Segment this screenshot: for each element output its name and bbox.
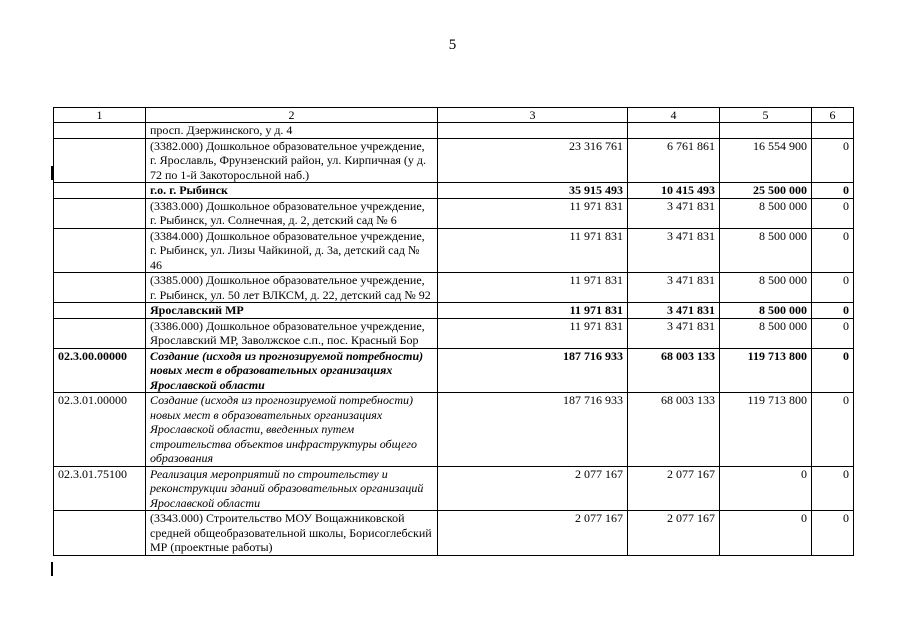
column-header: 3 xyxy=(438,108,628,123)
row-code: 02.3.01.75100 xyxy=(54,466,146,511)
table-row xyxy=(54,393,854,467)
row-col5 xyxy=(720,123,812,139)
row-col3: 11 971 831 xyxy=(438,303,628,319)
row-col5: 8 500 000 xyxy=(720,228,812,273)
row-code xyxy=(54,511,146,556)
row-col4: 3 471 831 xyxy=(628,303,720,319)
row-col4: 3 471 831 xyxy=(628,198,720,228)
row-col6: 0 xyxy=(812,348,854,393)
row-name: Создание (исходя из прогнозируемой потребности) новых мест в образовательных организациях Ярославской области, введенных путем строительства объектов инфраструктуры общего образования xyxy=(146,393,438,467)
row-code: 02.3.01.00000 xyxy=(54,393,146,467)
table-row xyxy=(54,228,854,273)
row-code xyxy=(54,138,146,183)
column-header: 6 xyxy=(812,108,854,123)
row-name: (3383.000) Дошкольное образовательное учреждение, г. Рыбинск, ул. Солнечная, д. 2, детский сад № 6 xyxy=(146,198,438,228)
row-code xyxy=(54,318,146,348)
table-row xyxy=(54,273,854,303)
header-row xyxy=(54,108,854,123)
row-col3: 2 077 167 xyxy=(438,466,628,511)
margin-mark xyxy=(51,562,53,576)
row-col4: 2 077 167 xyxy=(628,466,720,511)
row-col5: 8 500 000 xyxy=(720,198,812,228)
row-code xyxy=(54,303,146,319)
row-col5: 25 500 000 xyxy=(720,183,812,199)
row-col4: 68 003 133 xyxy=(628,348,720,393)
row-col5: 119 713 800 xyxy=(720,393,812,467)
row-name: г.о. г. Рыбинск xyxy=(146,183,438,199)
row-name: просп. Дзержинского, у д. 4 xyxy=(146,123,438,139)
column-header: 1 xyxy=(54,108,146,123)
row-code xyxy=(54,273,146,303)
row-code xyxy=(54,228,146,273)
row-col5: 0 xyxy=(720,466,812,511)
row-col4: 10 415 493 xyxy=(628,183,720,199)
row-col3: 11 971 831 xyxy=(438,228,628,273)
row-col4: 6 761 861 xyxy=(628,138,720,183)
row-col3: 23 316 761 xyxy=(438,138,628,183)
column-header: 5 xyxy=(720,108,812,123)
row-col5: 119 713 800 xyxy=(720,348,812,393)
row-col6: 0 xyxy=(812,183,854,199)
budget-table xyxy=(53,107,854,556)
table-row xyxy=(54,348,854,393)
row-code xyxy=(54,183,146,199)
table-row xyxy=(54,138,854,183)
row-col4 xyxy=(628,123,720,139)
row-col6: 0 xyxy=(812,303,854,319)
row-col4: 3 471 831 xyxy=(628,318,720,348)
row-col3: 2 077 167 xyxy=(438,511,628,556)
row-col6: 0 xyxy=(812,198,854,228)
row-col5: 8 500 000 xyxy=(720,273,812,303)
row-col5: 8 500 000 xyxy=(720,303,812,319)
row-code xyxy=(54,198,146,228)
row-col4: 2 077 167 xyxy=(628,511,720,556)
page-number: 5 xyxy=(448,37,457,53)
column-header: 4 xyxy=(628,108,720,123)
row-code: 02.3.00.00000 xyxy=(54,348,146,393)
row-col5: 16 554 900 xyxy=(720,138,812,183)
row-name: Создание (исходя из прогнозируемой потребности) новых мест в образовательных организациях Ярославской области xyxy=(146,348,438,393)
row-name: Реализация мероприятий по строительству и реконструкции зданий образовательных организаций Ярославской области xyxy=(146,466,438,511)
row-col3: 11 971 831 xyxy=(438,318,628,348)
row-col6: 0 xyxy=(812,138,854,183)
row-col4: 68 003 133 xyxy=(628,393,720,467)
row-col3: 35 915 493 xyxy=(438,183,628,199)
row-col3: 187 716 933 xyxy=(438,393,628,467)
row-name: (3386.000) Дошкольное образовательное учреждение, Ярославский МР, Заволжское с.п., пос. Красный Бор xyxy=(146,318,438,348)
table-row xyxy=(54,466,854,511)
row-col6: 0 xyxy=(812,318,854,348)
table-row xyxy=(54,183,854,199)
row-col4: 3 471 831 xyxy=(628,273,720,303)
column-header: 2 xyxy=(146,108,438,123)
row-col6 xyxy=(812,123,854,139)
row-col5: 8 500 000 xyxy=(720,318,812,348)
row-name: (3382.000) Дошкольное образовательное учреждение, г. Ярославль, Фрунзенский район, ул. Кирпичная (у д. 72 по 1-й Закоторосльной наб.) xyxy=(146,138,438,183)
table-row xyxy=(54,198,854,228)
table-row xyxy=(54,123,854,139)
row-name: (3384.000) Дошкольное образовательное учреждение, г. Рыбинск, ул. Лизы Чайкиной, д. 3а, детский сад № 46 xyxy=(146,228,438,273)
row-col4: 3 471 831 xyxy=(628,228,720,273)
row-code xyxy=(54,123,146,139)
row-col6: 0 xyxy=(812,511,854,556)
row-col6: 0 xyxy=(812,466,854,511)
row-name: Ярославский МР xyxy=(146,303,438,319)
row-col5: 0 xyxy=(720,511,812,556)
table-row xyxy=(54,318,854,348)
row-name: (3343.000) Строительство МОУ Вощажниковской средней общеобразовательной школы, Борисоглебский МР (проектные работы) xyxy=(146,511,438,556)
table-row xyxy=(54,511,854,556)
row-col6: 0 xyxy=(812,393,854,467)
row-col3: 11 971 831 xyxy=(438,198,628,228)
row-col3: 187 716 933 xyxy=(438,348,628,393)
row-name: (3385.000) Дошкольное образовательное учреждение, г. Рыбинск, ул. 50 лет ВЛКСМ, д. 22, детский сад № 92 xyxy=(146,273,438,303)
table-row xyxy=(54,303,854,319)
row-col6: 0 xyxy=(812,273,854,303)
row-col3 xyxy=(438,123,628,139)
row-col6: 0 xyxy=(812,228,854,273)
row-col3: 11 971 831 xyxy=(438,273,628,303)
